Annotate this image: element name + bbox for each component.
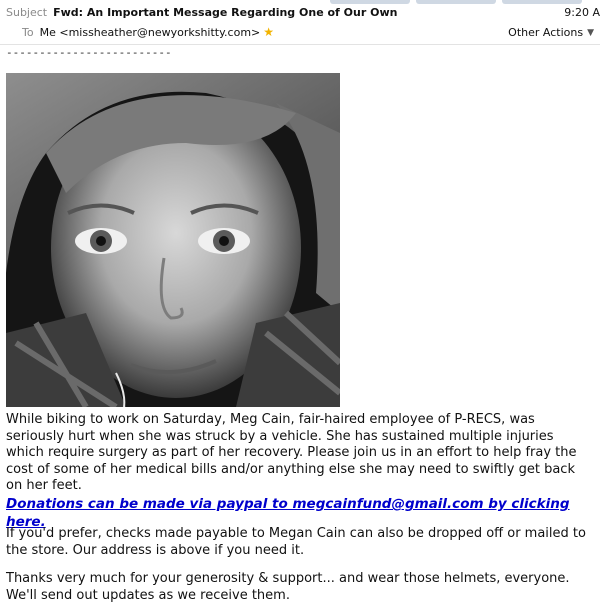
subject-label: Subject (6, 6, 48, 19)
other-actions-label: Other Actions (508, 26, 584, 39)
to-label: To (22, 26, 34, 39)
recipient-address[interactable]: Me <missheather@newyorkshitty.com> (39, 26, 261, 39)
chevron-down-icon: ▼ (587, 27, 594, 38)
portrait-photo (6, 73, 340, 407)
other-actions-menu[interactable] (508, 26, 594, 39)
subject-text: Fwd: An Important Message Regarding One of Our Own (53, 6, 398, 19)
to-row (22, 26, 274, 39)
email-header (0, 0, 600, 45)
subject-row (6, 6, 397, 19)
forward-separator: ------------------------- (6, 46, 172, 59)
toolbar-tabs (330, 0, 582, 4)
email-paragraph: If you'd prefer, checks made payable to Megan Cain can also be dropped off or mailed to the store. Our address is above if you need it. (6, 526, 586, 558)
star-icon[interactable]: ★ (263, 25, 275, 39)
toolbar-tab[interactable] (502, 0, 582, 4)
email-paragraph: Thanks very much for your generosity & support... and wear those helmets, everyone. We'll send out updates as we receive them. (6, 571, 570, 603)
toolbar-tab[interactable] (416, 0, 496, 4)
received-time: 9:20 A (564, 6, 600, 19)
email-paragraph: While biking to work on Saturday, Meg Cain, fair-haired employee of P-RECS, was seriously hurt when she was struck by a vehicle. She has sustained multiple injuries which require surgery as part of her recovery. Please join us in an effort to help fray the cost of some of her medical bills and/or anything else she may need to swiftly get back on her feet. (6, 412, 577, 493)
toolbar-tab[interactable] (330, 0, 410, 4)
donation-link[interactable]: Donations can be made via paypal to megcainfund@gmail.com by clicking here. (6, 496, 570, 530)
